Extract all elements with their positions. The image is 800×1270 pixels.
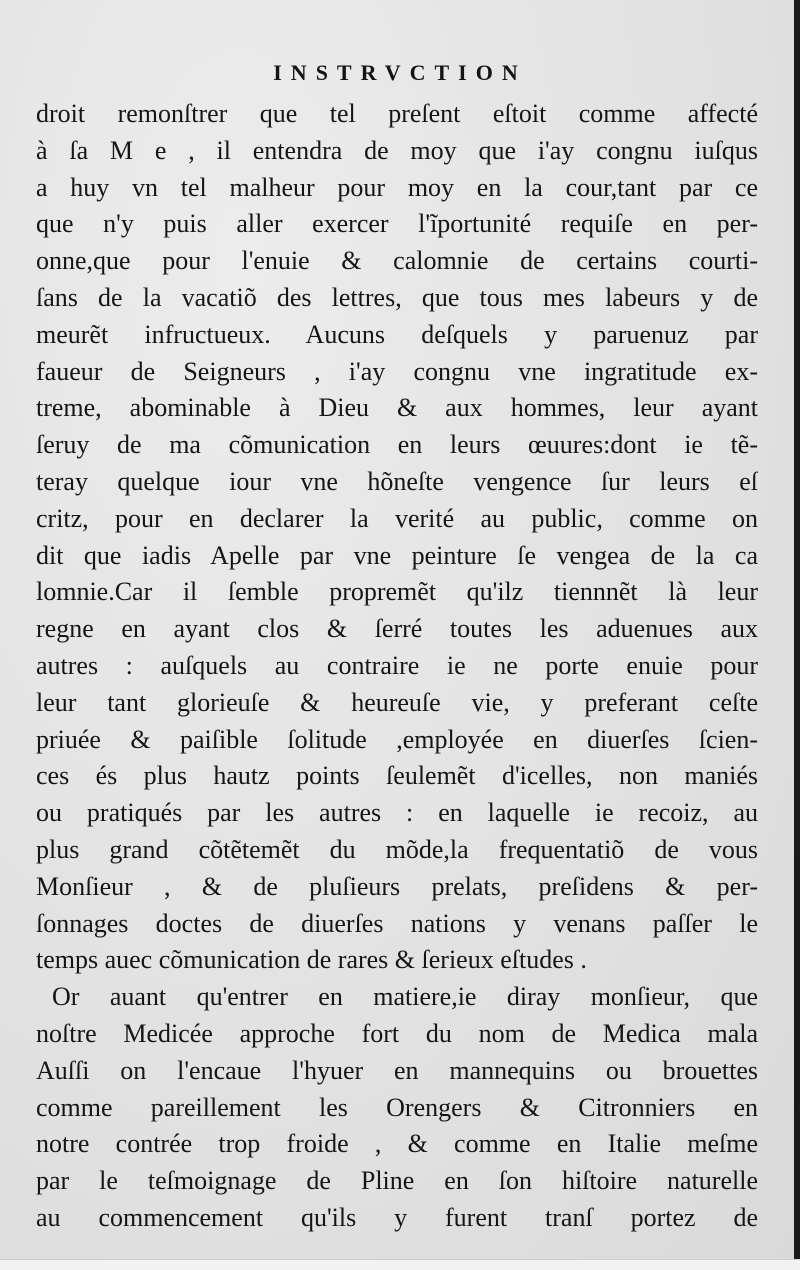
text-line: notre contrée trop froide , & comme en Italie meſme bbox=[36, 1129, 758, 1159]
paragraph-start-line: Or auant qu'entrer en matiere,ie diray monſieur, que bbox=[52, 982, 758, 1012]
text-line: lomnie.Car il ſemble propremẽt qu'ilz tiennnẽt là leur bbox=[36, 577, 758, 607]
body-text bbox=[36, 96, 758, 1237]
text-line: ſeruy de ma cõmunication en leurs œuures:dont ie tẽ- bbox=[36, 430, 758, 460]
text-line: onne,que pour l'enuie & calomnie de certains courti- bbox=[36, 246, 758, 276]
text-line: regne en ayant clos & ſerré toutes les aduenues aux bbox=[36, 614, 758, 644]
text-line: que n'y puis aller exercer l'ĩportunité requiſe en per- bbox=[36, 209, 758, 239]
text-line: autres : auſquels au contraire ie ne porte enuie pour bbox=[36, 650, 758, 680]
text-line: droit remonſtrer que tel preſent eſtoit comme affecté bbox=[36, 99, 758, 128]
text-line: treme, abominable à Dieu & aux hommes, leur ayant bbox=[36, 393, 758, 423]
text-line: à ſa M e , il entendra de moy que i'ay congnu iuſqus bbox=[36, 135, 758, 165]
text-line: teray quelque iour vne hõneſte vengence ſur leurs eſ bbox=[36, 466, 758, 496]
text-line: comme pareillement les Orengers & Citronniers en bbox=[36, 1092, 758, 1122]
text-line: ſonnages doctes de diuerſes nations y venans paſſer le bbox=[36, 908, 758, 938]
text-line: dit que iadis Apelle par vne peinture ſe vengea de la ca bbox=[36, 540, 758, 570]
text-line: noſtre Medicée approche fort du nom de Medica mala bbox=[36, 1018, 758, 1048]
text-line: Monſieur , & de pluſieurs prelats, preſidens & per- bbox=[36, 871, 758, 901]
text-line: au commencement qu'ils y furent tranſ portez de bbox=[36, 1202, 758, 1232]
text-line: a huy vn tel malheur pour moy en la cour,tant par ce bbox=[36, 172, 758, 202]
text-line: par le teſmoignage de Pline en ſon hiſtoire naturelle bbox=[36, 1166, 758, 1196]
text-line: ſans de la vacatiõ des lettres, que tous mes labeurs y de bbox=[36, 282, 758, 312]
text-line: faueur de Seigneurs , i'ay congnu vne ingratitude ex- bbox=[36, 356, 758, 386]
text-line: plus grand cõtẽtemẽt du mõde,la frequentatiõ de vous bbox=[36, 834, 758, 864]
text-line: priuée & paiſible ſolitude ,employée en diuerſes ſcien- bbox=[36, 724, 758, 754]
text-line: ou pratiqués par les autres : en laquelle ie recoiz, au bbox=[36, 798, 758, 828]
text-line: Auſſi on l'encaue l'hyuer en mannequins ou brouettes bbox=[36, 1055, 758, 1085]
text-line: ces és plus hautz points ſeulemẽt d'icelles, non maniés bbox=[36, 761, 758, 791]
text-line: temps auec cõmunication de rares & ſerieux eſtudes . bbox=[36, 945, 587, 975]
page-edge-shadow bbox=[794, 0, 800, 1270]
running-head: INSTRVCTION bbox=[273, 60, 527, 85]
text-line: meurẽt infructueux. Aucuns deſquels y paruenuz par bbox=[36, 319, 758, 349]
page-bottom-margin bbox=[0, 1259, 800, 1270]
text-line: leur tant glorieuſe & heureuſe vie, y preferant ceſte bbox=[36, 687, 758, 717]
text-line: critz, pour en declarer la verité au public, comme on bbox=[36, 503, 758, 533]
